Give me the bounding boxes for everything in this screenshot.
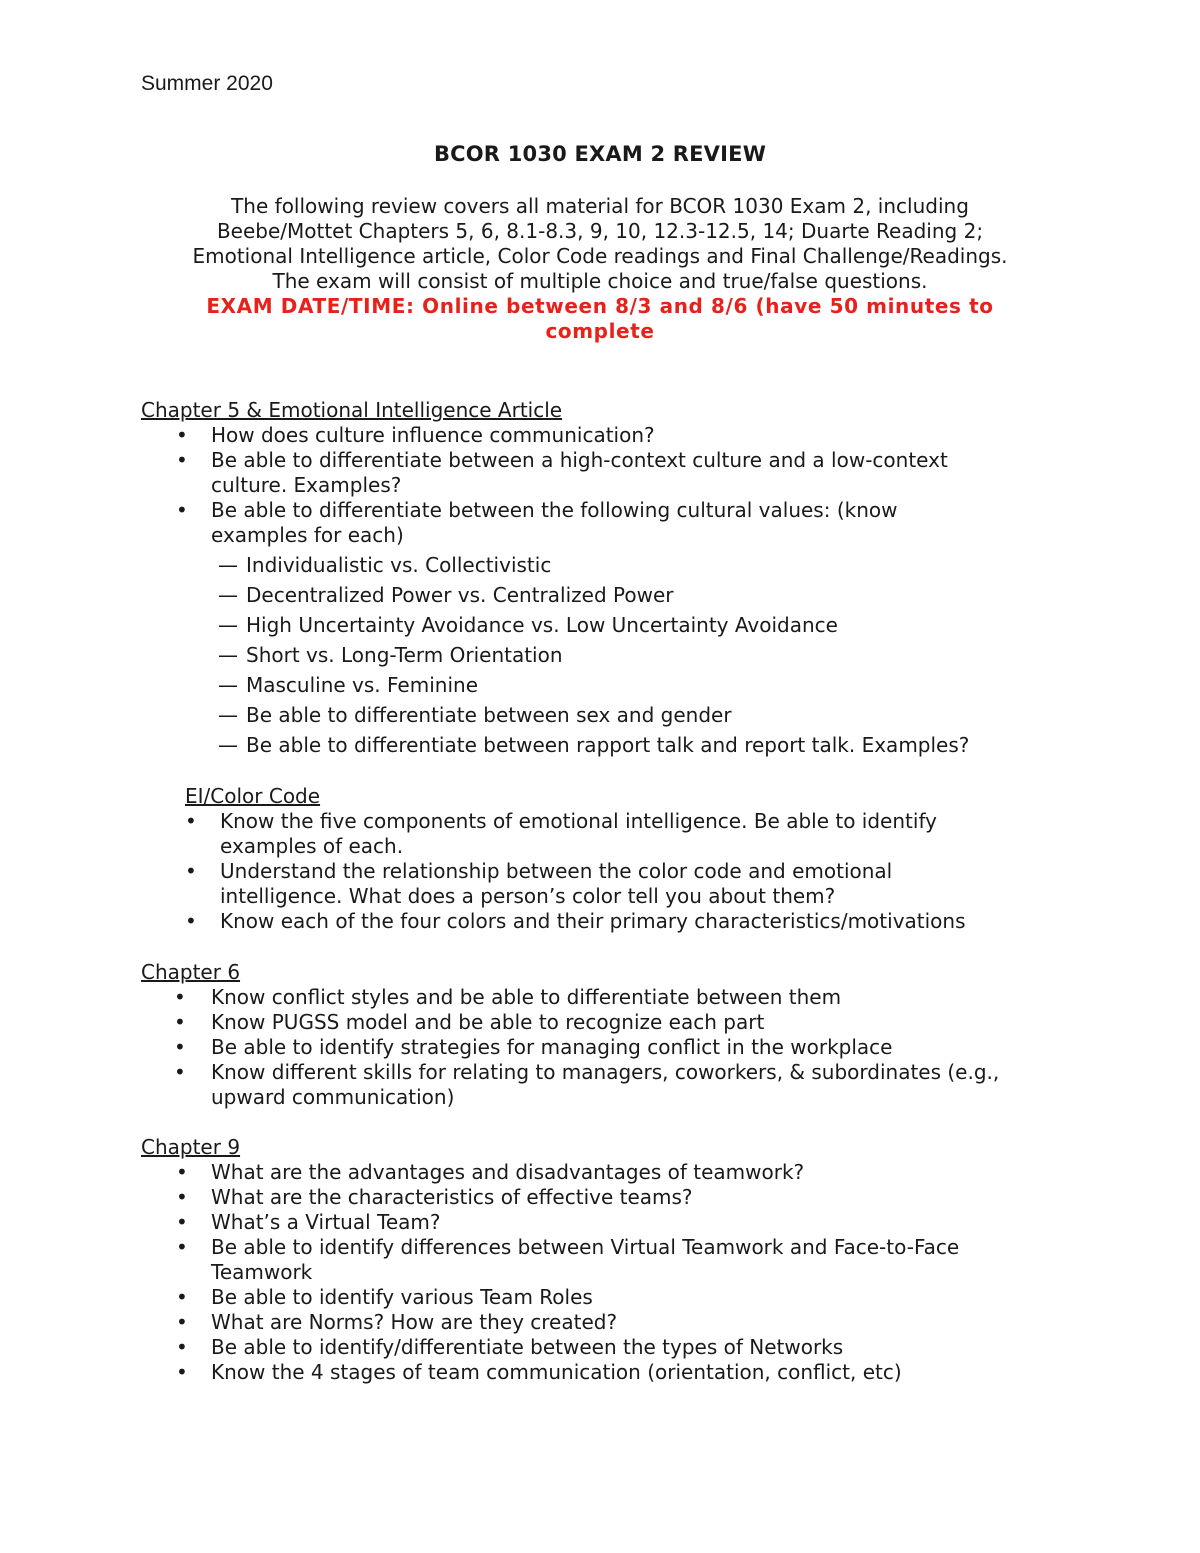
section-heading-chapter-9: Chapter 9: [141, 1135, 241, 1159]
section-heading-chapter-5: Chapter 5 & Emotional Intelligence Article: [141, 398, 563, 422]
sub-list-item: — Individualistic vs. Collectivistic: [218, 550, 1058, 580]
list-item: • What are the characteristics of effective teams?: [176, 1185, 693, 1209]
sub-list-item: — Be able to differentiate between rapport talk and report talk. Examples?: [218, 730, 1058, 760]
chapter-9-list: [176, 1160, 1036, 1385]
bullet-icon: •: [176, 448, 188, 472]
document-title: BCOR 1030 EXAM 2 REVIEW: [433, 142, 767, 166]
bullet-icon: •: [174, 1060, 186, 1084]
dash-icon: —: [218, 673, 238, 697]
dash-icon: —: [218, 553, 238, 577]
bullet-icon: •: [174, 1035, 186, 1059]
section-heading-chapter-6: Chapter 6: [141, 960, 241, 984]
list-item: • Know conflict styles and be able to differentiate between them: [174, 985, 842, 1009]
bullet-icon: •: [176, 498, 188, 522]
bullet-icon: •: [176, 1360, 188, 1384]
list-item: • What are the advantages and disadvantages of teamwork?: [176, 1160, 805, 1184]
bullet-icon: •: [185, 909, 197, 933]
intro-line: The exam will consist of multiple choice and true/false questions.: [272, 269, 928, 293]
list-item: • What are Norms? How are they created?: [176, 1310, 618, 1334]
sub-list-item: — High Uncertainty Avoidance vs. Low Uncertainty Avoidance: [218, 610, 1058, 640]
list-item: • Know PUGSS model and be able to recognize each part: [174, 1010, 765, 1034]
bullet-icon: •: [174, 985, 186, 1009]
exam-date-notice: EXAM DATE/TIME: Online between 8/3 and 8/6 (have 50 minutes to complete: [206, 294, 994, 343]
sub-list-item: — Short vs. Long-Term Orientation: [218, 640, 1058, 670]
list-item: • How does culture influence communication?: [176, 423, 655, 447]
ei-color-code-list: [185, 809, 1035, 934]
dash-icon: —: [218, 613, 238, 637]
dash-icon: —: [218, 703, 238, 727]
section-heading-ei-color-code: EI/Color Code: [185, 784, 321, 808]
bullet-icon: •: [176, 1235, 188, 1259]
bullet-icon: •: [176, 423, 188, 447]
list-item: • Know each of the four colors and their primary characteristics/motivations: [185, 909, 966, 933]
bullet-icon: •: [176, 1160, 188, 1184]
dash-icon: —: [218, 733, 238, 757]
list-item: • Be able to identify differences between Virtual Teamwork and Face-to-Face Teamwork: [176, 1235, 960, 1284]
dash-icon: —: [218, 643, 238, 667]
list-item: • Be able to differentiate between a high-context culture and a low-context culture. Examples?: [176, 448, 948, 497]
list-item: • Understand the relationship between the color code and emotional intelligence. What does a person’s color tell you about them?: [185, 859, 893, 908]
intro-paragraph: [130, 194, 1070, 344]
bullet-icon: •: [176, 1285, 188, 1309]
bullet-icon: •: [176, 1210, 188, 1234]
chapter-5-list: [176, 423, 1036, 548]
cultural-values-sublist: [218, 550, 1058, 760]
intro-line: Emotional Intelligence article, Color Code readings and Final Challenge/Readings.: [192, 244, 1008, 268]
bullet-icon: •: [176, 1310, 188, 1334]
intro-line: Beebe/Mottet Chapters 5, 6, 8.1-8.3, 9, 10, 12.3-12.5, 14; Duarte Reading 2;: [216, 219, 984, 243]
list-item: • Be able to identify/differentiate between the types of Networks: [176, 1335, 844, 1359]
dash-icon: —: [218, 583, 238, 607]
sub-list-item: — Masculine vs. Feminine: [218, 670, 1058, 700]
term-label: Summer 2020: [141, 72, 273, 95]
bullet-icon: •: [185, 809, 197, 833]
bullet-icon: •: [185, 859, 197, 883]
chapter-6-list: [174, 985, 1034, 1110]
list-item: • Know the 4 stages of team communication (orientation, conflict, etc): [176, 1360, 902, 1384]
list-item: • Be able to identify strategies for managing conflict in the workplace: [174, 1035, 893, 1059]
list-item: • Know different skills for relating to managers, coworkers, & subordinates (e.g., upward communication): [174, 1060, 1000, 1109]
bullet-icon: •: [174, 1010, 186, 1034]
list-item: • Be able to identify various Team Roles: [176, 1285, 593, 1309]
sub-list-item: — Decentralized Power vs. Centralized Power: [218, 580, 1058, 610]
bullet-icon: •: [176, 1185, 188, 1209]
list-item: • Know the five components of emotional intelligence. Be able to identify examples of each.: [185, 809, 937, 858]
bullet-icon: •: [176, 1335, 188, 1359]
intro-line: The following review covers all material for BCOR 1030 Exam 2, including: [231, 194, 969, 218]
list-item: • Be able to differentiate between the following cultural values: (know examples for each): [176, 498, 898, 547]
sub-list-item: — Be able to differentiate between sex and gender: [218, 700, 1058, 730]
list-item: • What’s a Virtual Team?: [176, 1210, 441, 1234]
